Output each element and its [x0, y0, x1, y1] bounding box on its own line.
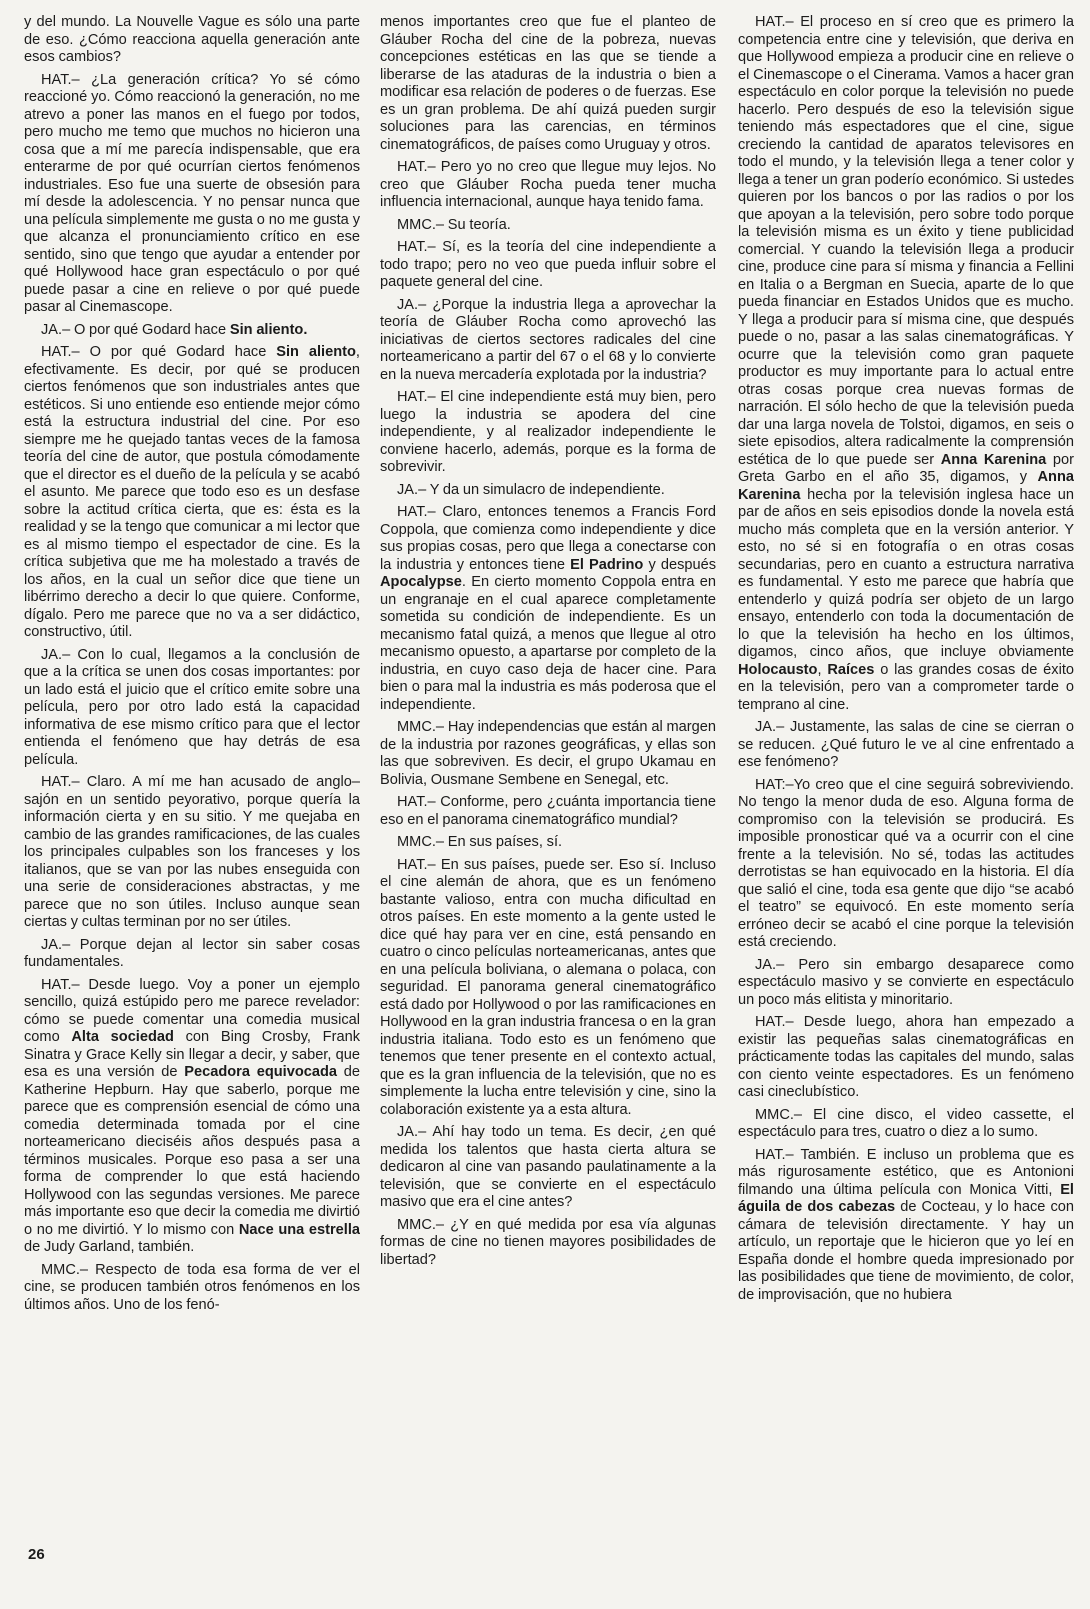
paragraph-text: JA.– Pero sin embargo desaparece como espectáculo masivo y se convierte en espectáculo un poco más elitista y minoritario. [738, 956, 1074, 1008]
paragraph-text: JA.– Justamente, las salas de cine se cierran o se reducen. ¿Qué futuro le ve al cine enfrentado a ese fenómeno? [738, 719, 1074, 770]
paragraph-text: HAT.– El proceso en sí creo que es primero la competencia entre cine y televisión, que deriva en que Hollywood empieza a producir cine en relieve o el Cinemascope o el Cinerama. Vamos a hacer gran espectáculo en color porque la televisión no puede hacerlo. Pero después de eso la televisión sigue teniendo más espectadores que el cine, sigue creciendo la cantidad de aparatos televisores en todo el mundo, y la televisión llega a tener color y llega a tener un gran poderío económico. Si ustedes quieren por los bancos o por las radios o por los que apoyan a la televisión, pero sobre todo porque la televisión misma es un éxito y tiene publicidad comercial. Y cuando la televisión llega a producir cine, produce cine para sí misma y financia a Fellini en Italia o a Bergman en Suecia, aparte de lo que pueda financiar en Estados Unidos que es mucho. Y llega a producir para sí misma cine, que después puede o no, pasar a las salas cinematográficas. Y ocurre que la televisión como gran paquete productor es muy importante para lo actual entre otras cosas porque crea nuevas formas de narración. El sólo hecho de que la televisión pueda dar una larga novela de Tolstoi, digamos, en seis o siete episodios, altera radicalmente la comprensión estética de lo que puede ser [738, 14, 1074, 468]
bold-title-text: Pecadora equivocada [184, 1064, 338, 1080]
bold-title-text: El águila de dos cabezas [738, 1181, 1074, 1215]
bold-title-text: Nace una estrella [238, 1221, 360, 1238]
paragraph-text: HAT.– Claro. A mí me han acusado de anglo–sajón en un sentido peyorativo, porque quería la información cierta y en su sitio. Y me quejaba en cambio de las grandes ramificaciones, de las cuales los principales culpables son los franceses y los italianos, que se van por las nubes enseguida con una serie de consideraciones abstractas, y me parece que no son útiles. Incluso aunque sean ciertas y cultas terminan por no ser útiles. [24, 774, 360, 930]
paragraph-text: y después [643, 556, 716, 573]
paragraph-text: MMC.– Hay independencias que están al margen de la industria por razones geográficas, y ellas son las que sobreviven. Es decir, el grupo Ukamau en Bolivia, Ousmane Sembene en Senegal, etc. [380, 719, 716, 788]
paragraph-text: hecha por la televisión inglesa hace un par de años en seis episodios donde la novela está mucho más completa que en la versión anterior. Y esto, no sé si en fotografía o en otras cosas secundarias, pero en cuanto a estructura narrativa es fundamental. Y esto me parece que habría que entenderlo y quizá podría ser objeto de un largo ensayo, entenderlo con toda la documentación de lo que la televisión ha hecho en los últimos, digamos, cinco años, que incluye obviamente [738, 486, 1074, 660]
bold-title-text: Anna Karenina [940, 451, 1047, 468]
text-column-1 [24, 14, 360, 1574]
paragraph [380, 1217, 716, 1270]
paragraph-text: , efectivamente. Es decir, por qué se producen ciertos fenómenos que son industriales antes que estéticos. Si uno entiende eso entiende mejor cómo está la estructura industrial del cine. Por eso siempre me he quejado tantas veces de la famosa teoría del cine de autor, que postula cómodamente que el director es el dueño de la película y se acabó el asunto. Me parece que todo eso es un desfase sobre la actitud crítica cierta, que es: ésta es la realidad y se la tengo que comunicar a mi lector que es al mismo tiempo el espectador de cine. Es la crítica subjetiva que me ha molestado a través de los años, en la cual un señor dice que tiene un libérrimo derecho a decir lo que quiere. Conforme, dígalo. Pero me parece que no va a ser didáctico, constructivo, útil. [24, 344, 360, 640]
paragraph [380, 504, 716, 714]
bold-title-text: El Padrino [570, 556, 644, 573]
paragraph-text: HAT.– Desde luego, ahora han empezado a existir las pequeñas salas cinematográficas en prácticamente todas las capitales del mundo, salas con ciento veinte espectadores. Es un fenómeno casi cineclubístico. [738, 1014, 1074, 1100]
paragraph [380, 857, 716, 1120]
paragraph-text: JA.– Porque dejan al lector sin saber cosas fundamentales. [24, 936, 360, 970]
paragraph [738, 777, 1074, 952]
paragraph-text: MMC.– Respecto de toda esa forma de ver el cine, se producen también otros fenómenos en los últimos años. Uno de los fenó- [24, 1261, 360, 1313]
paragraph [738, 719, 1074, 772]
paragraph [380, 389, 716, 477]
paragraph-text: MMC.– ¿Y en qué medida por esa vía algunas formas de cine no tienen mayores posibilidades de libertad? [380, 1216, 716, 1268]
paragraph [380, 834, 716, 852]
paragraph-text: HAT.– ¿La generación crítica? Yo sé cómo reaccioné yo. Cómo reaccionó la generación, no me atrevo a poner las manos en el fuego por todos, pero mucho me temo que muchos no hicieron una cosa que a mí me parecía indispensable, que era enterarme de por qué ocurrían ciertos fenómenos industriales. Eso fue una suerte de obsesión para mí desde la adolescencia. Y no pensar nunca que una película simplemente me gusta o no me gusta y que alcanza el pronunciamiento crítico en ese sentido, sino que tengo que ayudar a entender por qué Hollywood hace gran espectáculo o por qué puede pasar a cine en relieve o por qué puede pasar al Cinemascope. [24, 71, 360, 315]
paragraph [24, 647, 360, 770]
text-column-2 [380, 14, 716, 1574]
paragraph-text: , [817, 661, 828, 678]
paragraph [738, 957, 1074, 1010]
paragraph-text: HAT.– Pero yo no creo que llegue muy lejos. No creo que Gláuber Rocha pueda tener mucha influencia internacional, aunque haya tenido fama. [380, 159, 716, 210]
paragraph [24, 1262, 360, 1315]
paragraph-text: HAT.– Claro, entonces tenemos a Francis Ford Coppola, que comienza como independiente y dice sus propias cosas, pero que llega a conectarse con la industria y entonces tiene [380, 504, 716, 573]
paragraph [380, 297, 716, 385]
bold-title-text: Sin aliento [276, 344, 356, 360]
paragraph-text: MMC.– Su teoría. [397, 216, 511, 233]
paragraph-text: de Cocteau, y lo hace con cámara de televisión directamente. Y hay un artículo, un reportaje que le hicieron que yo leí en España donde el hombre queda impresionado por las posibilidades que tiene de movimiento, de color, de improvisación, que no hubiera [738, 1199, 1074, 1303]
paragraph-text: JA.– Y da un simulacro de independiente. [397, 481, 665, 498]
paragraph [24, 977, 360, 1257]
paragraph-text: de Katherine Hepburn. Hay que saberlo, porque me parece que es comprensión esencial de cómo una comedia determinada tomada por el cine norteamericano dieciséis años después pasa a términos musicales. Porque eso pasa a ser una forma de comprender lo que está haciendo Hollywood con las segundas versiones. Me parece más importante eso que decir la comedia me divirtió o no me divirtió. Y lo mismo con [24, 1064, 360, 1238]
paragraph-text: JA.– Con lo cual, llegamos a la conclusión de que a la crítica se unen dos cosas importantes: por un lado está el juicio que el crítico emite sobre una película, pero por otro lado está la capacidad informativa de ese mismo crítico para que el lector entienda el fenómeno que hay detrás de esa película. [24, 646, 360, 768]
paragraph-text: MMC.– El cine disco, el video cassette, el espectáculo para tres, cuatro o diez a lo sumo. [738, 1106, 1074, 1140]
paragraph-text: JA.– Ahí hay todo un tema. Es decir, ¿en qué medida los talentos que hasta cierta altura se dedicaron al cine van pasando paulatinamente a la televisión, que se convierte en el espectáculo masivo que era el cine antes? [380, 1124, 716, 1210]
paragraph [380, 159, 716, 212]
paragraph [380, 14, 716, 154]
paragraph [738, 1147, 1074, 1305]
paragraph-text: menos importantes creo que fue el planteo de Gláuber Rocha del cine de la pobreza, nuevas concepciones estéticas en las que se tiende a liberarse de las ataduras de la industria o bien a modificar esa relación de poderes o de fuerzas. Ese es un gran problema. De ahí quizá pueden surgir soluciones para las carencias, en términos cinematográficos, de países como Uruguay y otros. [380, 14, 716, 153]
paragraph [380, 482, 716, 500]
paragraph-text: HAT.– Desde luego. Voy a poner un ejemplo sencillo, quizá estúpido pero me parece revelador: cómo se puede comentar una comedia musical como [24, 976, 360, 1045]
bold-title-text: Raíces [827, 661, 875, 678]
page-number: 26 [28, 1546, 45, 1563]
paragraph [24, 322, 360, 340]
paragraph [24, 937, 360, 972]
paragraph-text: MMC.– En sus países, sí. [397, 834, 563, 850]
paragraph-text: HAT.– También. E incluso un problema que es más rigurosamente estético, que es Antonioni filmando una última película con Monica Vitti, [738, 1146, 1074, 1198]
paragraph [380, 794, 716, 829]
paragraph [24, 774, 360, 932]
paragraph-text: HAT.– El cine independiente está muy bien, pero luego la industria se apodera del cine independiente, y al realizador independiente le conviene hacerlo, además, porque es la forma de sobrevivir. [380, 389, 716, 475]
bold-title-text: Anna Karenina [738, 469, 1074, 503]
paragraph [380, 719, 716, 789]
paragraph-text: de Judy Garland, también. [24, 1239, 195, 1255]
paragraph [738, 14, 1074, 714]
paragraph [738, 1014, 1074, 1102]
paragraph-text: HAT:–Yo creo que el cine seguirá sobreviviendo. No tengo la menor duda de eso. Alguna forma de compromiso con la televisión se producirá. Es imposible pronosticar qué va a ocurrir con el cine frente a la televisión. No sé, todas las actitudes derrotistas se han equivocado en la historia. El día que salió el cine, toda esa gente que dijo “se acabó el teatro” se equivocó. En este momento sería erróneo decir se acabó el cine porque la televisión está creciendo. [738, 776, 1074, 950]
paragraph [380, 1124, 716, 1212]
paragraph [738, 1107, 1074, 1142]
paragraph-text: HAT.– O por qué Godard hace [41, 344, 277, 360]
magazine-page [24, 14, 1074, 1574]
paragraph [380, 217, 716, 235]
paragraph [380, 239, 716, 292]
paragraph-text: HAT.– En sus países, puede ser. Eso sí. Incluso el cine alemán de ahora, que es un fenómeno bastante valioso, entra con mucha dificultad en otros países. En este momento a la gente usted le dice qué hay para ver en cine, está pensando en cuatro o cinco películas norteamericanas, antes que en una película boliviana, o alemana o polaca, con seguridad. El panorama general cinematográfico está dado por Hollywood o por las ramificaciones en Hollywood en la gran industria francesa o en la gran industria italiana. Todo esto es un fenómeno que tenemos que tener presente en el contexto actual, que es la gran influencia de la televisión, que no es simplemente la lucha entre televisión y cine, sino la colaboración existente ya a esta altura. [380, 856, 716, 1118]
paragraph [24, 14, 360, 67]
paragraph-text: y del mundo. La Nouvelle Vague es sólo una parte de eso. ¿Cómo reacciona aquella generación ante esos cambios? [24, 14, 360, 65]
paragraph-text: . En cierto momento Coppola entra en un engranaje en el cual aparece completamente sometida su condición de independiente. Es un mecanismo fatal quizá, a menos que llegue al otro mecanismo opuesto, a apartarse por completo de la industria, en cuyo caso deja de hacer cine. Para bien o para mal la industria es más poderosa que el independiente. [380, 574, 716, 713]
bold-title-text: Holocausto [738, 661, 818, 678]
paragraph-text: o las grandes cosas de éxito en la televisión, pero van a comprometer tarde o temprano al cine. [738, 661, 1074, 713]
paragraph-text: JA.– O por qué Godard hace [41, 321, 230, 338]
bold-title-text: Alta sociedad [71, 1029, 174, 1045]
paragraph-text: con Bing Crosby, Frank Sinatra y Grace Kelly sin llegar a decir, y saber, que esa es una versión de [24, 1029, 360, 1080]
paragraph-text: HAT.– Conforme, pero ¿cuánta importancia tiene eso en el panorama cinematográfico mundial? [380, 794, 716, 828]
paragraph-text: HAT.– Sí, es la teoría del cine independiente a todo trapo; pero no veo que pueda influir sobre el paquete general del cine. [380, 239, 716, 290]
text-column-3 [738, 14, 1074, 1574]
bold-title-text: Sin aliento. [229, 321, 308, 338]
paragraph [24, 344, 360, 642]
paragraph-text: por Greta Garbo en el año 35, digamos, y [738, 451, 1074, 485]
bold-title-text: Apocalypse [380, 574, 462, 590]
paragraph [24, 72, 360, 317]
paragraph-text: JA.– ¿Porque la industria llega a aprovechar la teoría de Gláuber Rocha como aprovechó las iniciativas de ciertos sectores radicales del cine norteamericano a partir del 67 o el 68 y lo convierte en la nueva mercadería explotada por la industria? [380, 296, 716, 383]
